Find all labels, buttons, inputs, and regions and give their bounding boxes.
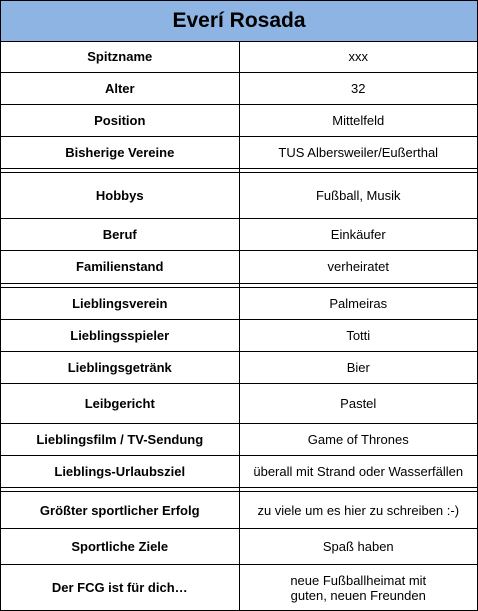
row-value-favorite-movie-show: Game of Thrones [239,423,478,455]
row-value-nickname: xxx [239,41,478,72]
row-value-job: Einkäufer [239,219,478,251]
row-value-previous-clubs: TUS Albersweiler/Eußerthal [239,137,478,169]
row-value-favorite-club: Palmeiras [239,287,478,319]
row-label-favorite-movie-show: Lieblingsfilm / TV-Sendung [1,423,240,455]
row-value-favorite-drink: Bier [239,352,478,384]
row-label-favorite-drink: Lieblingsgetränk [1,352,240,384]
row-label-favorite-player: Lieblingsspieler [1,319,240,351]
row-value-position: Mittelfeld [239,104,478,136]
row-value-fcg-meaning-line-1: neue Fußballheimat mit [290,572,427,588]
row-label-previous-clubs: Bisherige Vereine [1,137,240,169]
row-label-fcg-meaning: Der FCG ist für dich… [1,565,240,611]
row-value-age: 32 [239,72,478,104]
row-value-marital-status: verheiratet [239,251,478,283]
row-value-biggest-success: zu viele um es hier zu schreiben :-) [239,492,478,528]
row-label-biggest-success: Größter sportlicher Erfolg [1,492,240,528]
row-label-nickname: Spitzname [1,41,240,72]
row-label-sport-goals: Sportliche Ziele [1,528,240,564]
row-label-favorite-vacation: Lieblings-Urlaubsziel [1,456,240,488]
row-label-marital-status: Familienstand [1,251,240,283]
row-label-age: Alter [1,72,240,104]
row-label-favorite-club: Lieblingsverein [1,287,240,319]
row-value-favorite-vacation: überall mit Strand oder Wasserfällen [239,456,478,488]
row-label-favorite-dish: Leibgericht [1,384,240,423]
row-label-position: Position [1,104,240,136]
row-value-favorite-player: Totti [239,319,478,351]
row-label-job: Beruf [1,219,240,251]
row-value-favorite-dish: Pastel [239,384,478,423]
row-label-hobbies: Hobbys [1,173,240,219]
row-value-fcg-meaning [239,565,478,611]
row-value-fcg-meaning-line-2: guten, neuen Freunden [290,587,426,603]
row-value-sport-goals: Spaß haben [239,528,478,564]
profile-title: Everí Rosada [1,1,478,42]
row-value-hobbies: Fußball, Musik [239,173,478,219]
